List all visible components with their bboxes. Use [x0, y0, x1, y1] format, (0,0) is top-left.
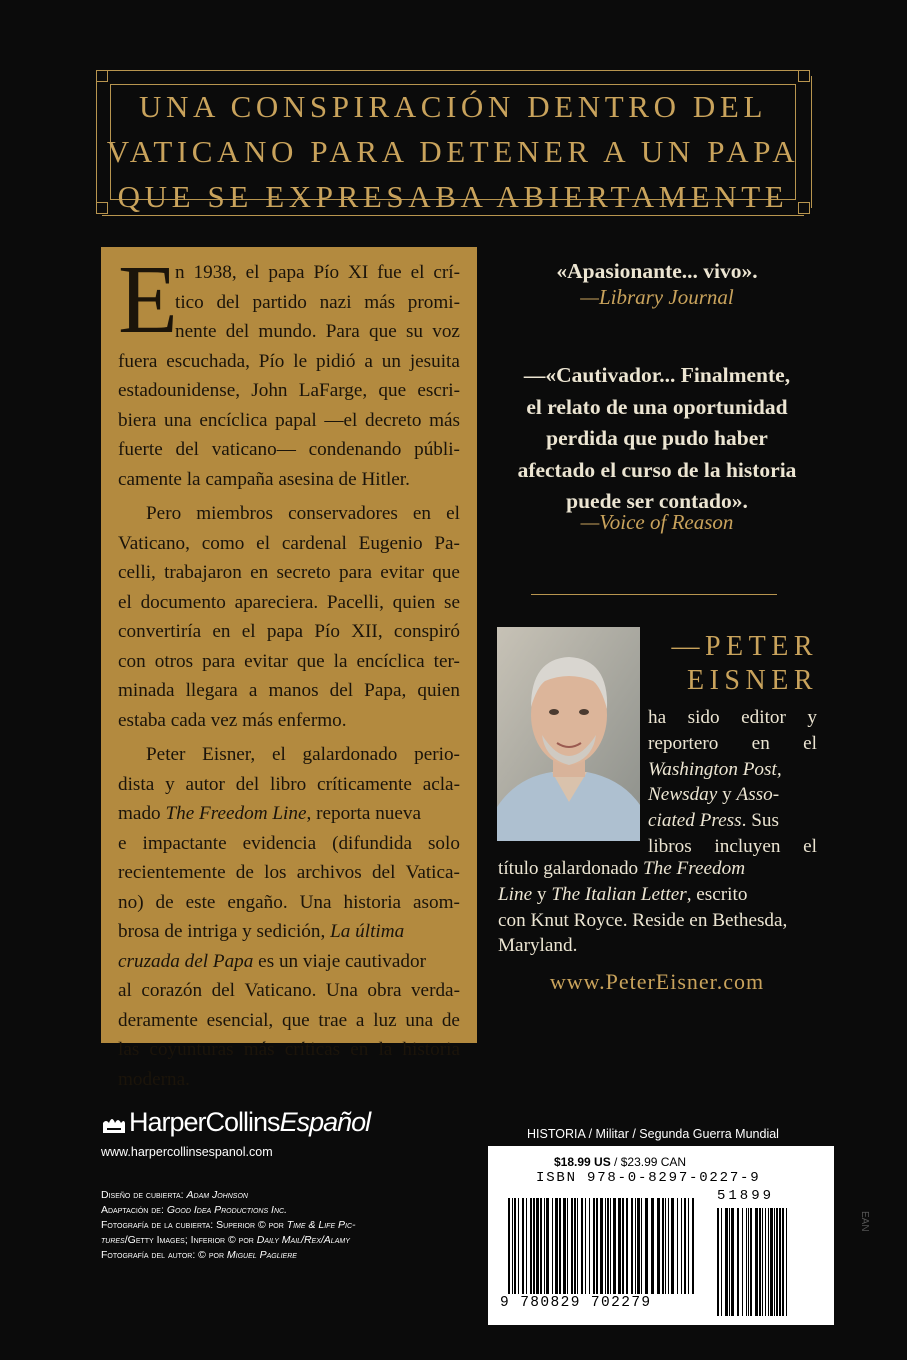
barcode-bar	[762, 1208, 763, 1316]
synopsis-line: Pero miembros conservadores en el	[146, 503, 460, 524]
barcode-bar	[677, 1198, 678, 1294]
barcode-bar	[717, 1208, 719, 1316]
quote-2-line: afectado el curso de la historia	[517, 457, 797, 482]
addon-number: 51899	[717, 1188, 775, 1204]
barcode-bar	[729, 1208, 730, 1316]
synopsis-line: al corazón del Vaticano. Una obra verda-	[118, 980, 460, 1001]
barcode-bar	[508, 1198, 510, 1294]
synopsis-line: estaba cada vez más enfermo.	[118, 709, 347, 731]
barcode-bar	[567, 1198, 568, 1294]
barcode-bar	[596, 1198, 598, 1294]
headline	[96, 84, 810, 219]
synopsis-text-fragment: es un viaje cautivador	[253, 950, 426, 972]
barcode-bar	[776, 1208, 778, 1316]
synopsis-text-fragment: brosa de intriga y sedición,	[118, 921, 326, 942]
quote-1-text: «Apasionante... vivo».	[556, 259, 758, 283]
synopsis-text-fragment: , reporta nueva	[306, 803, 422, 824]
barcode-bar	[613, 1198, 616, 1294]
publication-washington-post: Washington Post,	[648, 758, 782, 780]
barcode-bar	[540, 1198, 542, 1294]
barcode-bar	[571, 1198, 573, 1294]
bio-line	[648, 782, 817, 808]
barcode-bar	[768, 1208, 769, 1316]
bio-fragment: y	[717, 784, 737, 806]
barcode-bar	[526, 1198, 527, 1294]
synopsis-line: estadounidense, John LaFarge, que escri-	[118, 380, 460, 401]
synopsis-line: tico del partido nazi más promi-	[175, 291, 460, 313]
barcode-bar	[626, 1198, 628, 1294]
barcode-bar	[559, 1198, 561, 1294]
publisher-url[interactable]: www.harpercollinsespanol.com	[101, 1145, 273, 1159]
barcode-bar	[774, 1208, 775, 1316]
barcode-bar	[671, 1198, 674, 1294]
credit-line: tures/Getty Images; Inferior © por Daily Mail/Rex/Alamy	[101, 1234, 350, 1246]
synopsis-line: dista y autor del libro críticamente acla-	[118, 773, 460, 795]
synopsis-line: camente la campaña asesina de Hitler.	[118, 468, 410, 490]
price: $18.99 US / $23.99 CAN	[554, 1155, 687, 1169]
synopsis-line: fuera escuchada, Pío le pidió a un jesuita	[118, 350, 460, 372]
author-bio-top	[648, 705, 817, 860]
publication-newsday: Newsday	[648, 784, 718, 806]
barcode-bar	[610, 1198, 611, 1294]
barcode-bar	[518, 1198, 519, 1294]
book-title-ultima-cruzada-cont: cruzada del Papa	[118, 950, 254, 972]
bio-line: Maryland.	[498, 935, 578, 957]
barcode-bar	[737, 1208, 739, 1316]
publisher-logo-main: HarperCollins	[129, 1107, 280, 1137]
barcode-bar	[530, 1198, 532, 1294]
barcode-bar	[759, 1208, 761, 1316]
credit-line: Fotografía del autor: © por Miguel Pagliere	[101, 1249, 297, 1261]
barcode-bar	[645, 1198, 648, 1294]
barcode-bar	[641, 1198, 642, 1294]
bio-line: reportero en el	[648, 732, 817, 754]
synopsis-line: Peter Eisner, el galardonado perio-	[146, 744, 460, 765]
barcode-bar	[600, 1198, 603, 1294]
headline-line-1: UNA CONSPIRACIÓN DENTRO DEL	[139, 89, 767, 124]
synopsis-text-fragment: mado	[118, 803, 161, 824]
barcode-bar	[742, 1208, 743, 1316]
bio-fragment: . Sus	[741, 810, 779, 832]
headline-line-2: VATICANO PARA DETENER A UN PAPA	[106, 134, 800, 169]
barcode-bar	[765, 1208, 766, 1316]
publisher-logo-italic: Español	[279, 1107, 371, 1137]
barcode-bar	[770, 1208, 773, 1316]
barcode-bar	[786, 1208, 787, 1316]
barcode-bar	[750, 1208, 752, 1316]
synopsis-line: recientemente de los archivos del Vatica-	[118, 862, 460, 883]
barcode-bar	[755, 1208, 758, 1316]
barcode-bar	[552, 1198, 553, 1294]
barcode-bar	[607, 1198, 609, 1294]
cover-credits	[101, 1188, 356, 1263]
barcode-bar	[514, 1198, 516, 1294]
bio-line: ha sido editor y	[648, 707, 817, 728]
ean-label: EAN	[859, 1211, 870, 1232]
drop-cap: E	[118, 246, 178, 354]
book-title-freedom-line: The Freedom	[642, 858, 746, 879]
quote-2-line: perdida que pudo haber	[546, 426, 768, 450]
barcode-bar	[651, 1198, 654, 1294]
barcode-bar	[731, 1208, 734, 1316]
synopsis-line: n 1938, el papa Pío XI fue el crí-	[175, 262, 460, 283]
synopsis-line: convertiría en el papa Pío XII, conspiró	[118, 621, 460, 642]
barcode-bar	[589, 1198, 590, 1294]
synopsis-line: celli, trabajaron en secreto para evitar que	[118, 562, 460, 583]
author-name-line: —PETER	[671, 631, 818, 662]
synopsis-line	[118, 947, 460, 977]
author-name-line: EISNER	[687, 665, 818, 696]
barcode-bar	[585, 1198, 586, 1294]
barcode-bar	[637, 1198, 640, 1294]
barcode-bar	[512, 1198, 513, 1294]
author-url[interactable]: www.PeterEisner.com	[549, 969, 765, 994]
synopsis-line: nente del mundo. Para que su voz	[175, 321, 460, 342]
quote-2-line: puede ser contado».	[566, 489, 748, 513]
bio-line	[498, 856, 817, 882]
barcode-bar	[782, 1208, 784, 1316]
isbn: ISBN 978-0-8297-0227-9	[536, 1170, 761, 1186]
synopsis-line: e impactante evidencia (difundida solo	[118, 832, 460, 854]
barcode-bar	[563, 1198, 566, 1294]
synopsis-line: minada llegara a manos del Papa, quien	[118, 680, 460, 701]
book-title-line: Line	[498, 883, 533, 905]
barcode-bar	[618, 1198, 621, 1294]
barcode-bar	[635, 1198, 636, 1294]
barcode-bar	[555, 1198, 558, 1294]
author-photo	[497, 627, 640, 841]
barcode-bar	[631, 1198, 633, 1294]
book-title-italian-letter: The Italian Letter	[551, 883, 687, 905]
bio-line	[498, 882, 817, 908]
barcode-bar	[684, 1198, 686, 1294]
book-title-freedom-line: The Freedom Line	[165, 803, 307, 824]
synopsis-line: fuerte del vaticano— condenando públi-	[118, 439, 460, 460]
barcode-bar	[779, 1208, 781, 1316]
publisher-logo	[101, 1107, 370, 1138]
publication-associated-press-cont: ciated Press	[648, 810, 742, 832]
barcode-bar	[593, 1198, 595, 1294]
synopsis-line: deramente esencial, que trae a luz una de	[118, 1009, 460, 1031]
book-title-ultima-cruzada: La última	[330, 921, 405, 942]
barcode-bar	[668, 1198, 669, 1294]
author-bio-bottom	[498, 856, 817, 959]
bio-line	[648, 808, 817, 834]
headline-line-3: QUE SE EXPRESABA ABIERTAMENTE	[117, 179, 789, 214]
barcode-bar	[577, 1198, 578, 1294]
synopsis-line: las coyunturas más críticas en la historia	[118, 1039, 460, 1060]
synopsis-line: moderna.	[118, 1068, 190, 1090]
barcode-bar	[681, 1198, 682, 1294]
barcode-bar	[546, 1198, 549, 1294]
barcode-bar	[665, 1198, 666, 1294]
synopsis-line: no) de este engaño. Una historia asom-	[118, 891, 460, 913]
bio-line: libros incluyen el	[648, 835, 817, 857]
category-label: HISTORIA / Militar / Segunda Guerra Mundial	[527, 1127, 779, 1141]
barcode-bar	[533, 1198, 535, 1294]
barcode-bar	[574, 1198, 576, 1294]
ean-number: 9 780829 702279	[500, 1295, 652, 1311]
publication-associated-press: Asso-	[736, 784, 780, 806]
flame-icon	[101, 1111, 127, 1135]
barcode-bar	[692, 1198, 694, 1294]
author-name	[648, 630, 818, 698]
quote-2-line: —«Cautivador... Finalmente,	[523, 363, 791, 387]
barcode-bar	[746, 1208, 747, 1316]
bio-fragment: , escrito	[686, 883, 748, 905]
divider-rule	[531, 594, 777, 595]
barcode-bar	[657, 1198, 660, 1294]
barcode-bar	[688, 1198, 689, 1294]
synopsis-line: con otros para evitar que la encíclica ter-	[118, 650, 460, 672]
barcode-bar	[605, 1198, 606, 1294]
quote-2-line: el relato de una oportunidad	[526, 394, 788, 419]
bio-fragment: y	[532, 883, 552, 905]
barcode-bar	[544, 1198, 545, 1294]
barcode-bar	[662, 1198, 664, 1294]
barcode-bar	[622, 1198, 624, 1294]
synopsis-line	[118, 917, 460, 947]
credit-line: Adaptación de: Good Idea Productions Inc.	[101, 1204, 287, 1216]
synopsis-line: Vaticano, como el cardenal Eugenio Pa-	[118, 532, 460, 554]
quote-2	[490, 360, 824, 518]
synopsis-text	[118, 246, 460, 1094]
barcode-bar	[748, 1208, 749, 1316]
bio-line	[648, 757, 817, 783]
barcode-bar	[536, 1198, 539, 1294]
barcode-bar	[581, 1198, 583, 1294]
credit-line: Fotografía de la cubierta: Superior © por Time & Life Pic-	[101, 1219, 356, 1231]
barcode-bar	[721, 1208, 722, 1316]
bio-fragment: título galardonado	[498, 858, 639, 879]
quote-2-source: —Voice of Reason	[580, 510, 734, 534]
synopsis-line: el documento apareciera. Pacelli, quien se	[118, 591, 460, 613]
credit-line: Diseño de cubierta: Adam Johnson	[101, 1189, 248, 1201]
bio-line: con Knut Royce. Reside en Bethesda,	[498, 909, 788, 931]
synopsis-line: biera una encíclica papal —el decreto más	[118, 409, 460, 431]
synopsis-line	[118, 799, 460, 829]
barcode-bar	[522, 1198, 524, 1294]
quote-1-source: —Library Journal	[580, 285, 734, 309]
barcode-bar	[725, 1208, 728, 1316]
